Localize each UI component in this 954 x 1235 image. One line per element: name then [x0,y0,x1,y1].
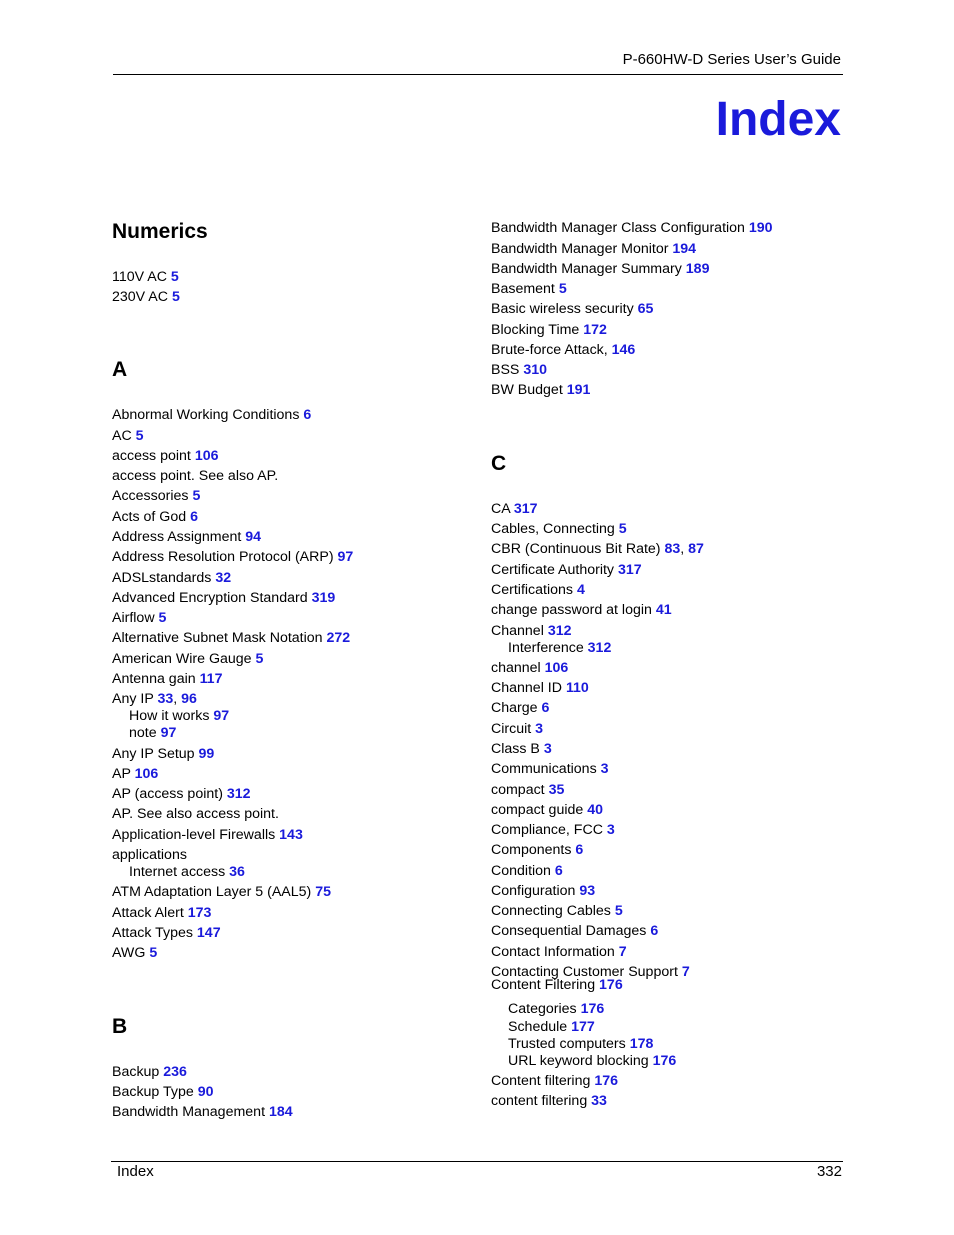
index-entry [112,630,350,647]
index-entry [112,827,303,844]
page-link[interactable]: 176 [594,1073,618,1089]
index-entry [491,623,571,640]
index-entry [112,1084,214,1101]
index-entry [491,863,563,880]
section-heading: B [112,1015,128,1038]
index-entry [112,1104,293,1121]
index-entry [112,407,311,424]
index-term: applications [112,847,187,863]
page-link[interactable]: 143 [279,827,303,843]
index-entry [491,220,773,237]
page-link[interactable]: 312 [587,640,612,656]
index-term: access point [112,448,191,464]
page-link[interactable]: 99 [198,746,215,762]
index-term: Condition [491,863,551,879]
index-entry [491,944,627,961]
page-link[interactable]: 41 [655,602,672,618]
page-link[interactable]: 177 [571,1019,595,1035]
page-link[interactable]: 312 [547,623,572,639]
page-link[interactable]: 5 [171,289,180,305]
index-entry [491,1093,607,1110]
page-link[interactable]: 5 [618,521,627,537]
index-term: Charge [491,700,538,716]
index-term: compact guide [491,802,584,818]
index-term: Configuration [491,883,576,899]
page-link[interactable]: 94 [245,529,262,545]
page-link[interactable]: 6 [650,923,659,939]
index-entry [491,761,609,778]
page-link[interactable]: 97 [160,725,177,741]
index-term: Antenna gain [112,671,196,687]
index-term: Blocking Time [491,322,580,338]
index-term: channel [491,660,541,676]
index-entry [491,923,658,940]
index-entry [491,903,623,920]
page-title: Index [715,93,841,146]
index-subentry [508,1053,676,1070]
index-term: Internet access [129,864,226,880]
index-entry [112,570,231,587]
page-link[interactable]: 40 [587,802,604,818]
page-link[interactable]: 5 [135,428,144,444]
index-term: Attack Types [112,925,193,941]
index-entry [491,241,696,258]
page-link[interactable]: 176 [580,1001,605,1017]
page-link[interactable]: 3 [600,761,609,777]
page-link[interactable]: 191 [566,382,591,398]
index-term: Class B [491,741,540,757]
index-term: Certificate Authority [491,562,615,578]
index-term: Bandwidth Manager Summary [491,261,682,277]
page-link[interactable]: 36 [229,864,245,880]
page-link[interactable]: 7 [681,964,690,980]
page-link[interactable]: 6 [541,700,550,716]
page-link[interactable]: 317 [617,562,642,578]
index-term: AP (access point) [112,786,223,802]
index-entry [491,680,589,697]
index-entry [112,448,219,465]
page-link[interactable]: 3 [535,721,544,737]
page-link[interactable]: 5 [170,269,179,285]
page-link[interactable]: 4 [576,582,585,598]
index-entry [112,610,166,627]
index-entry [491,281,567,298]
index-entry [491,261,709,278]
page-link[interactable]: 5 [192,488,201,504]
page-link[interactable]: 6 [575,842,584,858]
footer-divider [111,1161,843,1162]
page-link[interactable]: 176 [652,1053,677,1069]
index-term: Advanced Encryption Standard [112,590,308,606]
index-term: Content filtering [491,1073,591,1089]
page-link[interactable]: 173 [187,905,212,921]
index-entry [491,822,615,839]
index-entry [491,602,672,619]
index-entry [491,660,568,677]
index-entry [112,549,353,566]
index-term: Channel ID [491,680,562,696]
index-entry [112,766,158,783]
index-term: access point. See also AP. [112,468,279,484]
page-link[interactable]: 87 [688,541,704,557]
page-link[interactable]: 96 [181,691,197,707]
index-entry [112,468,278,485]
index-entry [491,1073,618,1090]
index-entry [491,700,549,717]
index-term: Accessories [112,488,189,504]
index-term: Airflow [112,610,155,626]
index-term: 230V AC [112,289,169,305]
index-entry [112,269,179,286]
index-term: Acts of God [112,509,187,525]
page-link[interactable]: 5 [558,281,567,297]
index-term: change password at login [491,602,652,618]
index-entry [112,590,335,607]
page-link[interactable]: 178 [629,1036,654,1052]
page-link[interactable]: 146 [611,342,636,358]
index-subentry [508,1001,604,1018]
page-link[interactable]: 5 [614,903,623,919]
index-term: Bandwidth Management [112,1104,266,1120]
index-term: Channel [491,623,544,639]
page-link[interactable]: 5 [255,651,264,667]
page-link[interactable]: 172 [583,322,607,338]
page-link[interactable]: 117 [199,671,223,687]
index-term: Basement [491,281,555,297]
index-term: Content Filtering [491,977,596,993]
index-term: Contacting Customer Support [491,964,678,980]
index-term: Bandwidth Manager Monitor [491,241,669,257]
index-term: Basic wireless security [491,301,634,317]
index-entry [491,342,635,359]
index-subentry [129,708,229,725]
index-term: ADSLstandards [112,570,212,586]
index-term: Attack Alert [112,905,184,921]
index-term: Connecting Cables [491,903,611,919]
index-entry [491,977,623,994]
index-entry [112,651,263,668]
index-term: Compliance, FCC [491,822,603,838]
index-term: compact [491,782,545,798]
page-link[interactable]: 97 [337,549,354,565]
section-heading: Numerics [112,220,208,243]
index-entry [112,925,221,942]
index-term: American Wire Gauge [112,651,252,667]
index-entry [491,782,564,799]
page-link[interactable]: 75 [315,884,331,900]
index-entry [491,802,603,819]
page-link[interactable]: 194 [672,241,697,257]
index-entry [491,301,653,318]
index-entry [491,382,590,399]
page-link[interactable]: 317 [513,501,538,517]
footer-section-label: Index [117,1163,154,1180]
page-link[interactable]: 3 [543,741,552,757]
index-term: Circuit [491,721,532,737]
index-term: BSS [491,362,520,378]
page-link[interactable]: 32 [215,570,232,586]
page-link[interactable]: 189 [685,261,710,277]
page-link[interactable]: 33 [157,691,174,707]
index-term: Communications [491,761,597,777]
index-entry [112,786,251,803]
index-term: Schedule [508,1019,568,1035]
page-link[interactable]: 35 [548,782,565,798]
page-link[interactable]: 106 [194,448,219,464]
page-link[interactable]: 5 [149,945,158,961]
index-entry [491,562,642,579]
index-term: URL keyword blocking [508,1053,649,1069]
index-term: AP [112,766,131,782]
index-term: AP. See also access point. [112,806,279,822]
page-link[interactable]: 5 [158,610,167,626]
page-link[interactable]: 93 [579,883,596,899]
index-entry [112,289,180,306]
index-term: Brute-force Attack, [491,342,608,358]
index-term: Any IP Setup [112,746,195,762]
index-subentry [508,1019,595,1036]
index-entry [491,582,585,599]
index-subentry [508,640,611,657]
section-heading: C [491,452,507,475]
index-entry [112,529,261,546]
index-entry [112,671,222,688]
index-term: CA [491,501,510,517]
index-entry [112,905,211,922]
index-entry [491,362,547,379]
page-link[interactable]: 65 [637,301,654,317]
index-term: Backup Type [112,1084,194,1100]
index-term: Contact Information [491,944,615,960]
index-entry [112,509,198,526]
page-link[interactable]: 106 [544,660,569,676]
index-subentry [508,1036,653,1053]
page-link[interactable]: 90 [197,1084,214,1100]
index-entry [491,521,627,538]
page-link[interactable]: 312 [226,786,251,802]
index-term: Categories [508,1001,577,1017]
page-link[interactable]: 97 [213,708,230,724]
page-link[interactable]: 236 [163,1064,187,1080]
guide-title: P-660HW-D Series User’s Guide [622,51,841,68]
index-term: AWG [112,945,146,961]
index-entry: Any IP 33, 96 [112,691,197,707]
index-entry [491,501,538,518]
index-term: Consequential Damages [491,923,647,939]
page-link[interactable]: 6 [190,509,198,525]
index-term: Components [491,842,572,858]
page-link[interactable]: 33 [591,1093,607,1109]
index-entry [491,721,543,738]
index-entry [112,488,200,505]
page-link[interactable]: 184 [268,1104,293,1120]
page-link[interactable]: 319 [311,590,336,606]
index-entry [491,842,583,859]
page-link[interactable]: 176 [599,977,623,993]
index-entry [112,884,331,901]
index-term: Alternative Subnet Mask Notation [112,630,323,646]
index-entry [112,806,279,823]
index-entry [491,741,552,758]
index-term: BW Budget [491,382,563,398]
index-term: 110V AC [112,269,167,285]
index-entry [491,322,607,339]
index-term: Bandwidth Manager Class Configuration [491,220,745,236]
index-term: content filtering [491,1093,588,1109]
index-term: Address Assignment [112,529,242,545]
index-term: Application-level Firewalls [112,827,276,843]
index-term: CBR (Continuous Bit Rate) [491,541,661,557]
index-term: Abnormal Working Conditions [112,407,300,423]
index-entry [491,883,595,900]
page-link[interactable]: 6 [303,407,312,423]
section-heading: A [112,358,128,381]
index-entry [112,746,214,763]
index-term: Interference [508,640,584,656]
index-term: Backup [112,1064,160,1080]
index-term: note [129,725,157,741]
index-entry [112,945,157,962]
index-subentry [129,864,245,881]
index-entry [112,428,144,445]
index-term: Address Resolution Protocol (ARP) [112,549,334,565]
page-link[interactable]: 147 [196,925,221,941]
index-term: Any IP [112,691,154,707]
index-term: Cables, Connecting [491,521,615,537]
header-divider [113,74,843,75]
page-link[interactable]: 106 [134,766,159,782]
index-term: ATM Adaptation Layer 5 (AAL5) [112,884,312,900]
page-link[interactable]: 3 [606,822,615,838]
index-subentry [129,725,176,742]
page-link[interactable]: 7 [618,944,627,960]
index-term: Trusted computers [508,1036,626,1052]
index-entry [112,1064,187,1081]
page-link[interactable]: 110 [565,680,589,696]
page-link[interactable]: 310 [523,362,548,378]
footer-page-number: 332 [816,1163,842,1180]
page-link[interactable]: 272 [326,630,351,646]
index-entry [112,847,187,864]
index-term: AC [112,428,132,444]
page-link[interactable]: 83 [664,541,681,557]
index-term: How it works [129,708,210,724]
page-link[interactable]: 190 [748,220,773,236]
index-entry: CBR (Continuous Bit Rate) 83, 87 [491,541,704,557]
page-link[interactable]: 6 [554,863,563,879]
index-term: Certifications [491,582,574,598]
